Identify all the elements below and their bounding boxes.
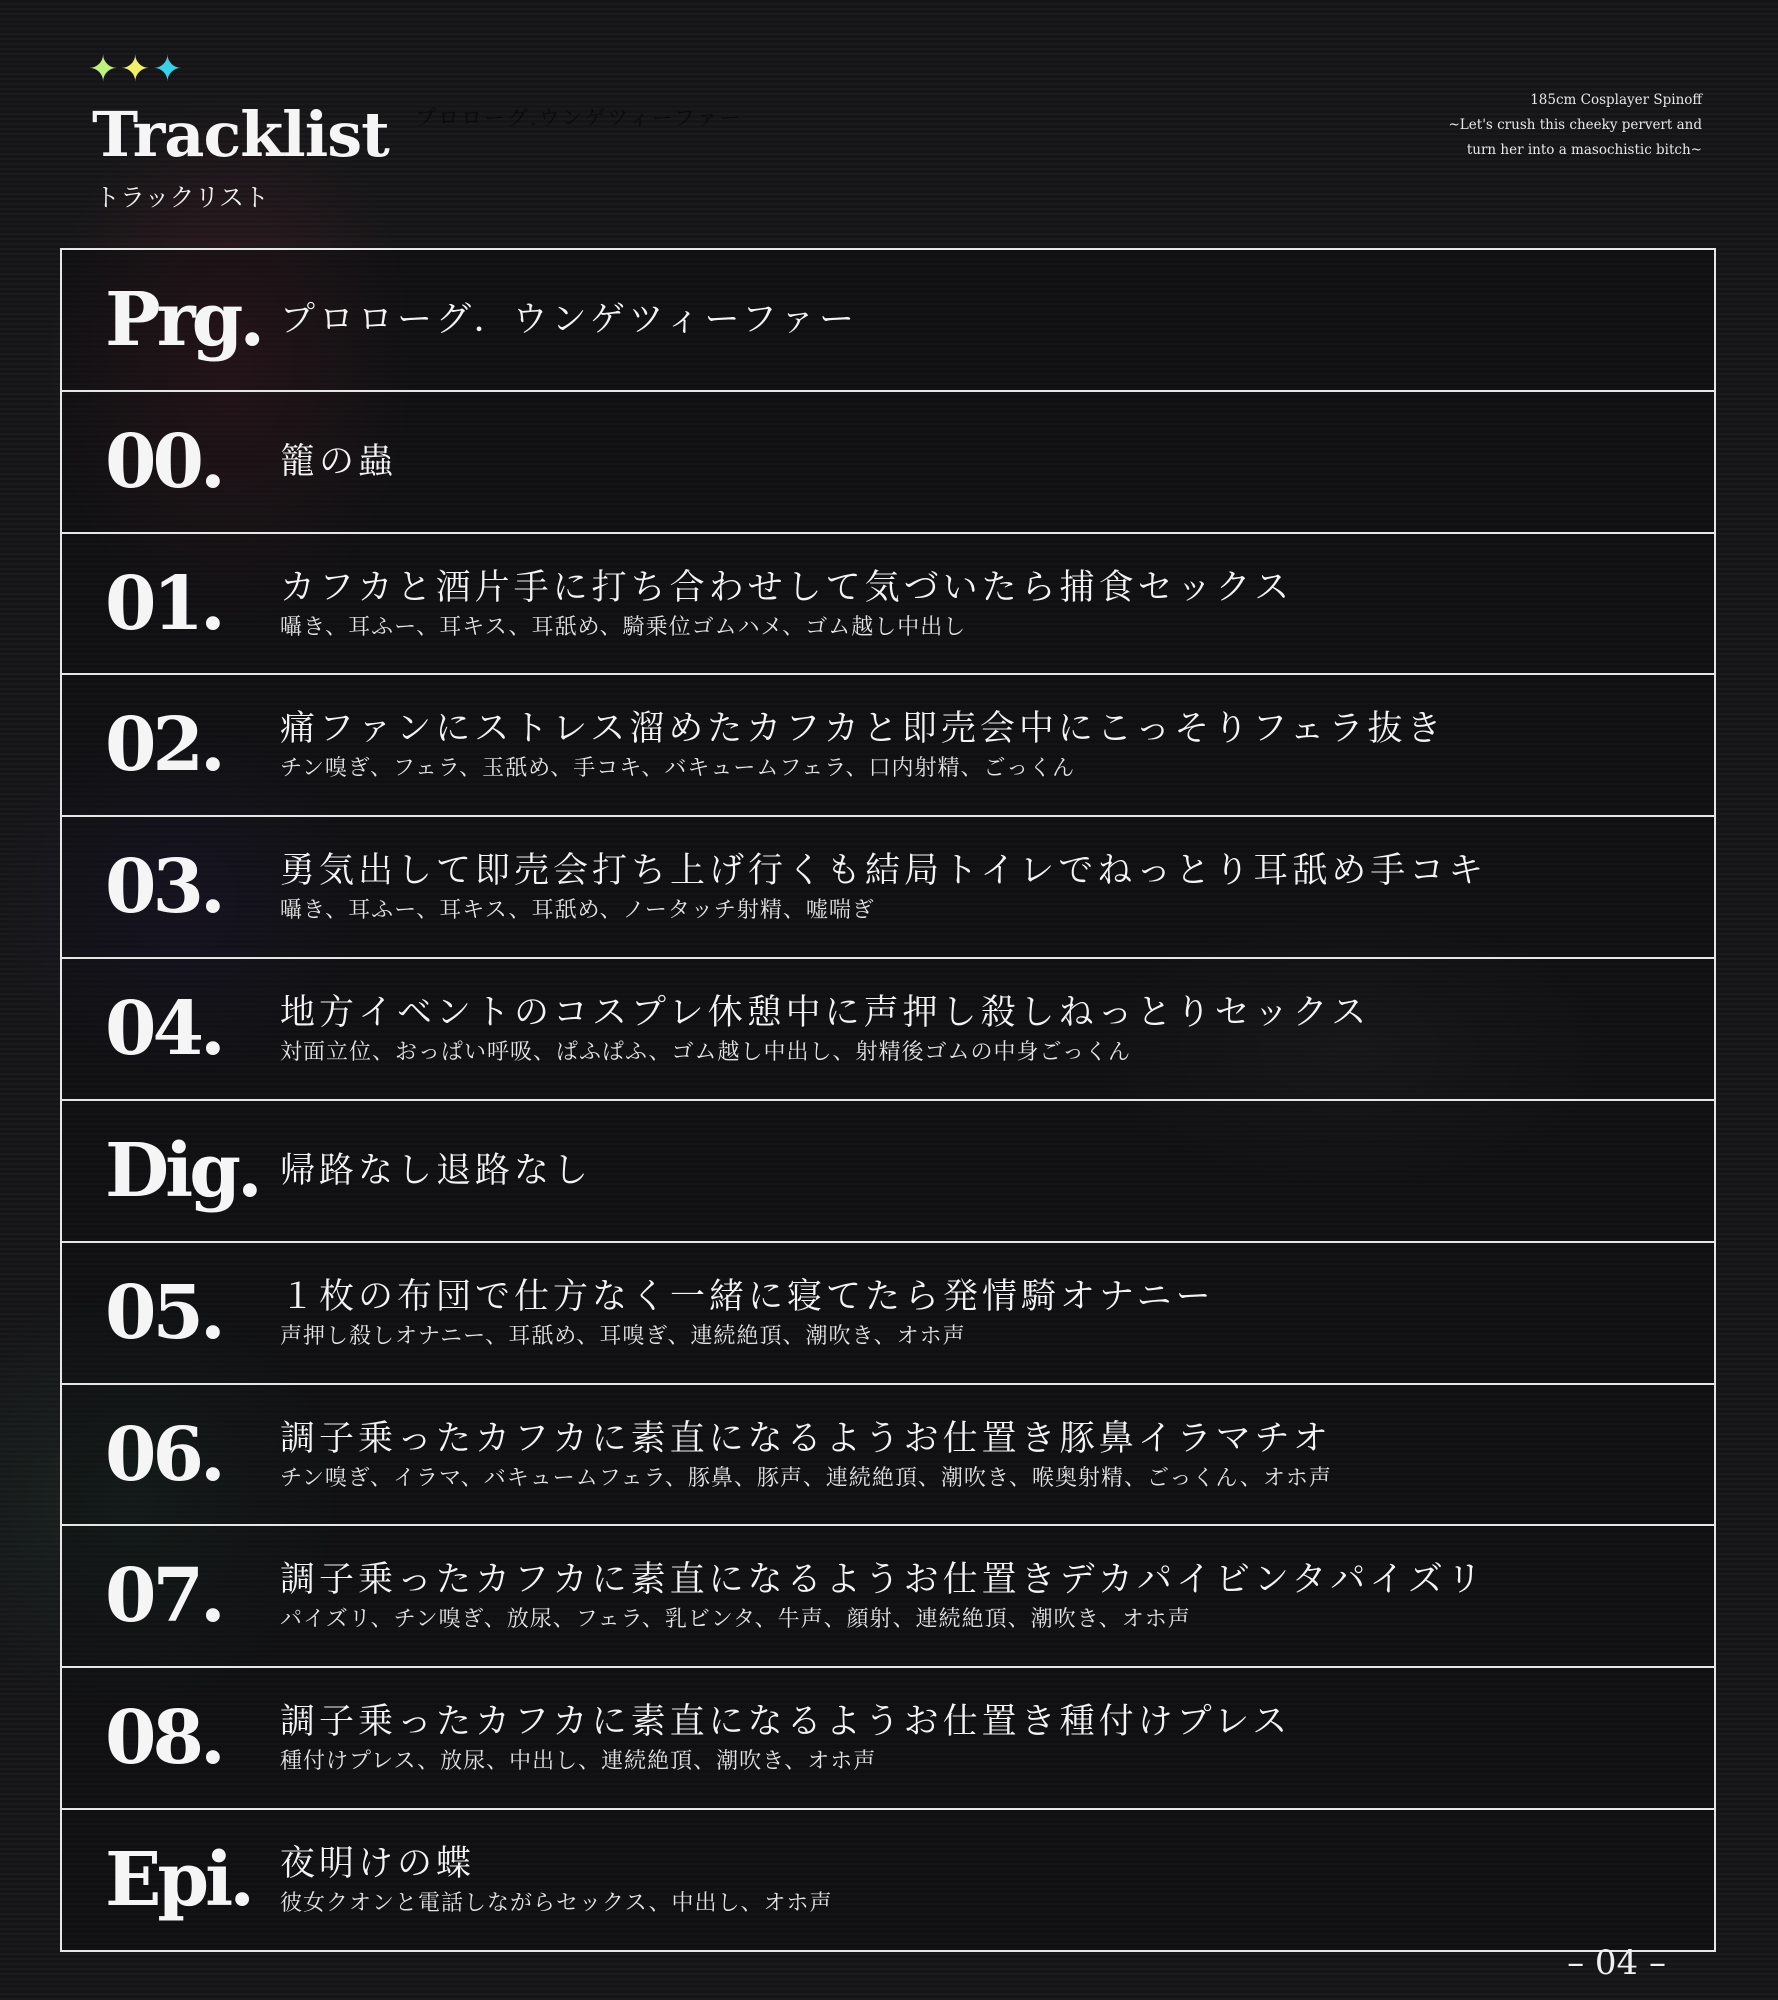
- track-row: [62, 1101, 1714, 1243]
- track-tags: 声押し殺しオナニー、耳舐め、耳嗅ぎ、連続絶頂、潮吹き、オホ声: [280, 1323, 966, 1349]
- track-texts: [280, 1417, 1332, 1491]
- track-tags: 対面立位、おっぱい呼吸、ぱふぱふ、ゴム越し中出し、射精後ゴムの中身ごっくん: [280, 1039, 1132, 1065]
- track-row: [62, 1243, 1714, 1385]
- track-texts: [280, 1276, 1215, 1350]
- track-row: [62, 1385, 1714, 1527]
- track-title: 調子乗ったカフカに素直になるようお仕置き種付けプレス: [280, 1701, 1292, 1742]
- track-row: [62, 675, 1714, 817]
- track-texts: [280, 850, 1487, 924]
- track-title: 勇気出して即売会打ち上げ行くも結局トイレでねっとり耳舐め手コキ: [280, 851, 1488, 892]
- track-texts: [280, 441, 397, 483]
- track-texts: [280, 299, 858, 341]
- track-texts: [280, 1150, 592, 1192]
- track-number: Epi.: [105, 1837, 252, 1924]
- info-line: 185cm Cosplayer Spinoff: [1530, 92, 1702, 108]
- track-number: 00.: [105, 418, 222, 505]
- track-texts: [280, 1559, 1486, 1633]
- track-row: [62, 392, 1714, 534]
- track-tags: チン嗅ぎ、フェラ、玉舐め、手コキ、バキュームフェラ、口内射精、ごっくん: [280, 756, 1076, 782]
- page-title: Tracklist: [92, 98, 389, 171]
- track-number: 04.: [105, 986, 222, 1073]
- track-title: 痛ファンにストレス溜めたカフカと即売会中にこっそりフェラ抜き: [280, 709, 1446, 750]
- track-title: 籠の蟲: [280, 441, 398, 482]
- track-title: カフカと酒片手に打ち合わせして気づいたら捕食セックス: [280, 567, 1294, 608]
- track-number: 06.: [105, 1411, 222, 1498]
- sparkle-star-icon: ✦: [120, 49, 153, 90]
- track-row: [62, 1668, 1714, 1810]
- track-number: 08.: [105, 1695, 222, 1782]
- track-title: プロローグ．ウンゲツィーファー: [280, 299, 859, 340]
- track-row: [62, 817, 1714, 959]
- sparkle-star-icon: ✦: [88, 49, 121, 90]
- footer-divider: [60, 1950, 1520, 1952]
- track-row: [62, 1526, 1714, 1668]
- track-title: １枚の布団で仕方なく一緒に寝てたら発情騎オナニー: [280, 1276, 1215, 1317]
- info-line: turn her into a masochistic bitch~: [1466, 142, 1702, 158]
- track-number: 01.: [105, 560, 222, 647]
- track-title: 調子乗ったカフカに素直になるようお仕置き豚鼻イラマチオ: [280, 1418, 1332, 1459]
- track-number: 02.: [105, 702, 222, 789]
- track-tags: パイズリ、チン嗅ぎ、放尿、フェラ、乳ビンタ、牛声、顔射、連続絶頂、潮吹き、オホ声: [280, 1607, 1191, 1633]
- track-number: Prg.: [105, 276, 262, 363]
- track-tags: 彼女クオンと電話しながらセックス、中出し、オホ声: [280, 1890, 833, 1916]
- track-row: [62, 250, 1714, 392]
- ghost-text: プロローグ.ウンゲツィーファー: [415, 106, 743, 130]
- tracklist-table: [60, 248, 1716, 1952]
- track-texts: [280, 708, 1445, 782]
- sparkle-star-icon: ✦: [152, 49, 185, 90]
- track-texts: [280, 1843, 832, 1917]
- track-texts: [280, 566, 1293, 640]
- page-number: – 04 –: [1567, 1943, 1666, 1983]
- info-line: ~Let's crush this cheeky pervert and: [1448, 117, 1702, 133]
- track-number: 07.: [105, 1553, 222, 1640]
- track-texts: [280, 992, 1370, 1066]
- track-tags: 囁き、耳ふー、耳キス、耳舐め、騎乗位ゴムハメ、ゴム越し中出し: [280, 614, 967, 640]
- page-subtitle: トラックリスト: [95, 183, 270, 212]
- track-row: [62, 1810, 1714, 1950]
- track-tags: チン嗅ぎ、イラマ、バキュームフェラ、豚鼻、豚声、連続絶頂、潮吹き、喉奥射精、ごっくん、オホ声: [280, 1465, 1332, 1491]
- track-title: 地方イベントのコスプレ休憩中に声押し殺しねっとりセックス: [280, 992, 1371, 1033]
- work-info: [1449, 88, 1703, 163]
- track-row: [62, 534, 1714, 676]
- track-title: 夜明けの蝶: [280, 1843, 476, 1884]
- track-number: Dig.: [105, 1127, 259, 1214]
- track-tags: 種付けプレス、放尿、中出し、連続絶頂、潮吹き、オホ声: [280, 1748, 877, 1774]
- sparkle-stars-icon: [88, 49, 185, 90]
- track-number: 03.: [105, 844, 222, 931]
- track-number: 05.: [105, 1269, 222, 1356]
- track-tags: 囁き、耳ふー、耳キス、耳舐め、ノータッチ射精、嘘喘ぎ: [280, 898, 875, 924]
- track-row: [62, 959, 1714, 1101]
- track-texts: [280, 1701, 1291, 1775]
- track-title: 調子乗ったカフカに素直になるようお仕置きデカパイビンタパイズリ: [280, 1560, 1486, 1601]
- track-title: 帰路なし退路なし: [280, 1150, 593, 1191]
